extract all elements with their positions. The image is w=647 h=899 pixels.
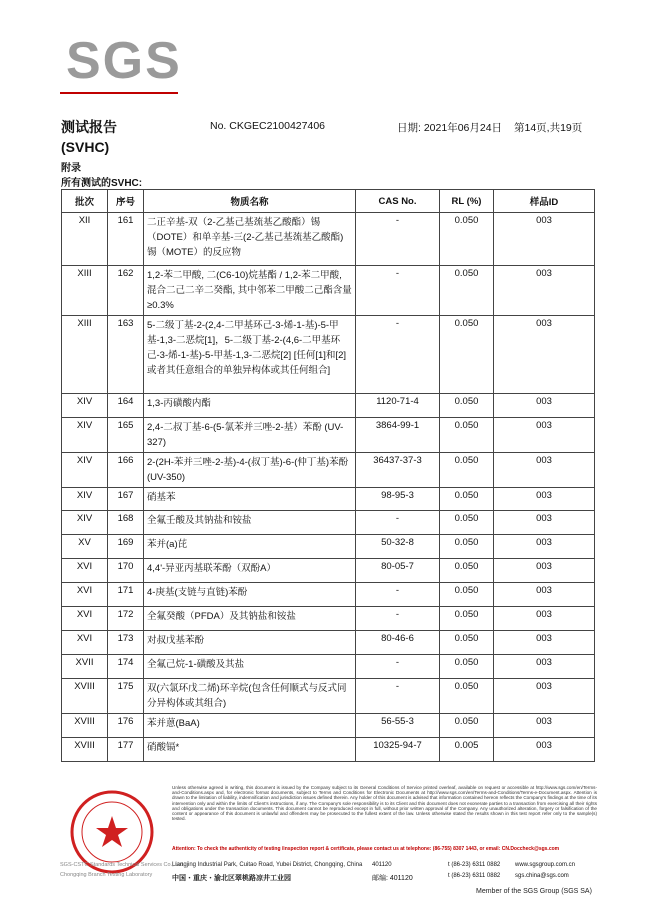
cell-batch: XVI [62, 559, 108, 583]
table-row [62, 266, 595, 316]
table-row [62, 607, 595, 631]
cell-sample-id: 003 [494, 738, 595, 762]
cell-no: 162 [108, 266, 144, 316]
cell-batch: XVI [62, 631, 108, 655]
cell-sample-id: 003 [494, 511, 595, 535]
cell-batch: XIV [62, 418, 108, 453]
col-header-cas: CAS No. [356, 190, 440, 213]
cell-rl: 0.050 [440, 583, 494, 607]
table-row [62, 418, 595, 453]
cell-cas: - [356, 583, 440, 607]
cell-sample-id: 003 [494, 607, 595, 631]
website: www.sgsgroup.com.cn [515, 862, 576, 868]
report-subtitle: (SVHC) [61, 139, 110, 155]
cell-batch: XII [62, 213, 108, 266]
cell-no: 173 [108, 631, 144, 655]
cell-batch: XVI [62, 607, 108, 631]
company-seal [60, 786, 172, 886]
cell-name: 苯并(a)芘 [144, 535, 356, 559]
col-header-sample-id: 样品ID [494, 190, 595, 213]
cell-sample-id: 003 [494, 631, 595, 655]
cell-rl: 0.050 [440, 488, 494, 511]
cell-name: 4,4'-异亚丙基联苯酚（双酚A） [144, 559, 356, 583]
cell-rl: 0.050 [440, 418, 494, 453]
terms-fine-print: Unless otherwise agreed in writing, this document is issued by the Company subject to its General Conditions of Service printed overleaf, available on request or accessible at http://www.sgs.com/en/Terms-and-Conditions.aspx and, for electronic format documents, subject to Terms and Conditions for Electronic Documents at http://www.sgs.com/en/Terms-and-Conditions/Terms-e-Document.aspx. Attention is drawn to the limitation of liability, indemnification and jurisdiction issues defined therein. Any holder of this document is advised that information contained hereon reflects the Company's findings at the time of its intervention only and within the limits of Client's instructions, if any. The Company's sole responsibility is to its Client and this document does not exonerate parties to a transaction from exercising all their rights and obligations under the transaction documents. This document cannot be reproduced except in full, without prior written approval of the Company. Any unauthorized alteration, forgery or falsification of the content or appearance of this document is unlawful and offenders may be prosecuted to the fullest extent of the law. Unless otherwise stated the results shown in this test report refer only to the sample(s) tested. [172, 785, 597, 822]
cell-rl: 0.050 [440, 714, 494, 738]
cell-cas: 50-32-8 [356, 535, 440, 559]
cell-batch: XVIII [62, 679, 108, 714]
table-row [62, 583, 595, 607]
cell-cas: 36437-37-3 [356, 453, 440, 488]
address-cn: 中国・重庆・渝北区翠桃路凉井工业园 [172, 875, 291, 882]
table-header-row [62, 190, 595, 213]
logo-underline [60, 92, 178, 94]
cell-cas: 1120-71-4 [356, 394, 440, 418]
col-header-no: 序号 [108, 190, 144, 213]
cell-no: 164 [108, 394, 144, 418]
cell-no: 167 [108, 488, 144, 511]
cell-rl: 0.050 [440, 607, 494, 631]
table-row [62, 714, 595, 738]
cell-rl: 0.050 [440, 316, 494, 394]
member-statement: Member of the SGS Group (SGS SA) [476, 888, 592, 895]
cell-sample-id: 003 [494, 488, 595, 511]
cell-no: 161 [108, 213, 144, 266]
cell-batch: XIV [62, 453, 108, 488]
table-row [62, 213, 595, 266]
telephone-en: t (86-23) 6311 0882 [448, 862, 501, 868]
cell-batch: XIV [62, 394, 108, 418]
cell-sample-id: 003 [494, 714, 595, 738]
postcode-cn: 邮编: 401120 [372, 875, 413, 882]
cell-batch: XVIII [62, 738, 108, 762]
cell-batch: XV [62, 535, 108, 559]
company-branch-en: Chongqing Branch Testing Laboratory [60, 872, 153, 878]
cell-no: 169 [108, 535, 144, 559]
cell-no: 168 [108, 511, 144, 535]
cell-sample-id: 003 [494, 316, 595, 394]
cell-cas: - [356, 679, 440, 714]
report-number: No. CKGEC2100427406 [210, 120, 325, 132]
all-svhc-label: 所有测试的SVHC: [61, 178, 143, 189]
cell-no: 174 [108, 655, 144, 679]
email: sgs.china@sgs.com [515, 873, 569, 879]
cell-cas: 56-55-3 [356, 714, 440, 738]
cell-rl: 0.050 [440, 453, 494, 488]
cell-batch: XVIII [62, 714, 108, 738]
sgs-logo: SGS [66, 32, 182, 90]
cell-name: 硝基苯 [144, 488, 356, 511]
cell-name: 苯并蒽(BaA) [144, 714, 356, 738]
table-row [62, 679, 595, 714]
cell-no: 171 [108, 583, 144, 607]
report-header [61, 117, 593, 139]
cell-name: 全氟癸酸（PFDA）及其钠盐和铵盐 [144, 607, 356, 631]
cell-name: 全氟壬酸及其钠盐和铵盐 [144, 511, 356, 535]
report-date: 日期: 2021年06月24日 [397, 122, 503, 134]
cell-name: 1,2-苯二甲酸, 二(C6-10)烷基酯 / 1,2-苯二甲酸, 混合二己二辛二癸酯, 其中邻苯二甲酸二己酯含量≥0.3% [144, 266, 356, 316]
cell-sample-id: 003 [494, 418, 595, 453]
cell-name: 全氟己烷-1-磺酸及其盐 [144, 655, 356, 679]
col-header-rl: RL (%) [440, 190, 494, 213]
cell-no: 165 [108, 418, 144, 453]
cell-rl: 0.050 [440, 559, 494, 583]
postcode-en: 401120 [372, 862, 392, 868]
cell-sample-id: 003 [494, 535, 595, 559]
cell-sample-id: 003 [494, 655, 595, 679]
cell-rl: 0.050 [440, 266, 494, 316]
cell-sample-id: 003 [494, 453, 595, 488]
authenticity-notice: Attention: To check the authenticity of testing /inspection report & certificate, please contact us at telephone: (86-755) 8307 1443, or email: CN.Doccheck@sgs.com [172, 846, 560, 852]
cell-cas: - [356, 607, 440, 631]
cell-name: 硝酸镉* [144, 738, 356, 762]
table-row [62, 559, 595, 583]
cell-cas: 3864-99-1 [356, 418, 440, 453]
col-header-batch: 批次 [62, 190, 108, 213]
cell-no: 175 [108, 679, 144, 714]
cell-name: 2-(2H-苯并三唑-2-基)-4-(叔丁基)-6-(仲丁基)苯酚 (UV-350) [144, 453, 356, 488]
cell-name: 4-庚基(支链与直链)苯酚 [144, 583, 356, 607]
cell-cas: 80-46-6 [356, 631, 440, 655]
cell-batch: XIII [62, 266, 108, 316]
cell-rl: 0.050 [440, 631, 494, 655]
cell-sample-id: 003 [494, 679, 595, 714]
cell-batch: XIV [62, 511, 108, 535]
company-name-en: SGS-CSTC Standards Technical Services Co., Ltd. [60, 862, 185, 868]
cell-cas: - [356, 655, 440, 679]
cell-name: 二正辛基-双（2-乙基己基巯基乙酸酯）锡（DOTE）和单辛基-三(2-乙基己基巯基乙酸酯) 锡（MOTE）的反应物 [144, 213, 356, 266]
table-row [62, 511, 595, 535]
cell-no: 177 [108, 738, 144, 762]
page-number: 第14页,共19页 [514, 122, 583, 134]
table-row [62, 453, 595, 488]
table-row [62, 738, 595, 762]
telephone-cn: t (86-23) 6311 0882 [448, 873, 501, 879]
cell-sample-id: 003 [494, 583, 595, 607]
table-row [62, 631, 595, 655]
cell-name: 双(六氯环戊二烯)环辛烷(包含任何顺式与反式同分异构体或其组合) [144, 679, 356, 714]
cell-no: 176 [108, 714, 144, 738]
cell-no: 172 [108, 607, 144, 631]
cell-cas: - [356, 316, 440, 394]
cell-cas: - [356, 213, 440, 266]
cell-sample-id: 003 [494, 213, 595, 266]
col-header-name: 物质名称 [144, 190, 356, 213]
cell-rl: 0.050 [440, 394, 494, 418]
cell-cas: 80-05-7 [356, 559, 440, 583]
cell-rl: 0.050 [440, 655, 494, 679]
cell-name: 2,4-二叔丁基-6-(5-氯苯并三唑-2-基）苯酚 (UV-327) [144, 418, 356, 453]
address-en: Liangjing Industrial Park, Cuitao Road, Yubei District, Chongqing, China [172, 862, 363, 868]
cell-name: 5-二级丁基-2-(2,4-二甲基环己-3-烯-1-基)-5-甲基-1,3-二恶烷[1]，5-二级丁基-2-(4,6-二甲基环己-3-烯-1-基)-5-甲基-1,3-二恶烷[2] [任何[1]和[2]或者其任意组合的单独异构体或其任何组合] [144, 316, 356, 394]
cell-batch: XVI [62, 583, 108, 607]
table-row [62, 316, 595, 394]
cell-name: 1,3-丙磺酸内酯 [144, 394, 356, 418]
cell-cas: - [356, 266, 440, 316]
cell-sample-id: 003 [494, 394, 595, 418]
cell-rl: 0.050 [440, 511, 494, 535]
cell-cas: 10325-94-7 [356, 738, 440, 762]
cell-cas: - [356, 511, 440, 535]
cell-no: 170 [108, 559, 144, 583]
svhc-table [61, 189, 595, 762]
cell-rl: 0.005 [440, 738, 494, 762]
report-title: 测试报告 [61, 119, 117, 135]
cell-cas: 98-95-3 [356, 488, 440, 511]
appendix-label: 附录 [61, 163, 81, 174]
cell-sample-id: 003 [494, 559, 595, 583]
cell-no: 163 [108, 316, 144, 394]
cell-no: 166 [108, 453, 144, 488]
cell-rl: 0.050 [440, 535, 494, 559]
cell-rl: 0.050 [440, 213, 494, 266]
table-row [62, 535, 595, 559]
cell-rl: 0.050 [440, 679, 494, 714]
cell-batch: XIII [62, 316, 108, 394]
cell-sample-id: 003 [494, 266, 595, 316]
table-row [62, 655, 595, 679]
cell-batch: XVII [62, 655, 108, 679]
table-row [62, 488, 595, 511]
table-row [62, 394, 595, 418]
cell-name: 对叔戊基苯酚 [144, 631, 356, 655]
cell-batch: XIV [62, 488, 108, 511]
